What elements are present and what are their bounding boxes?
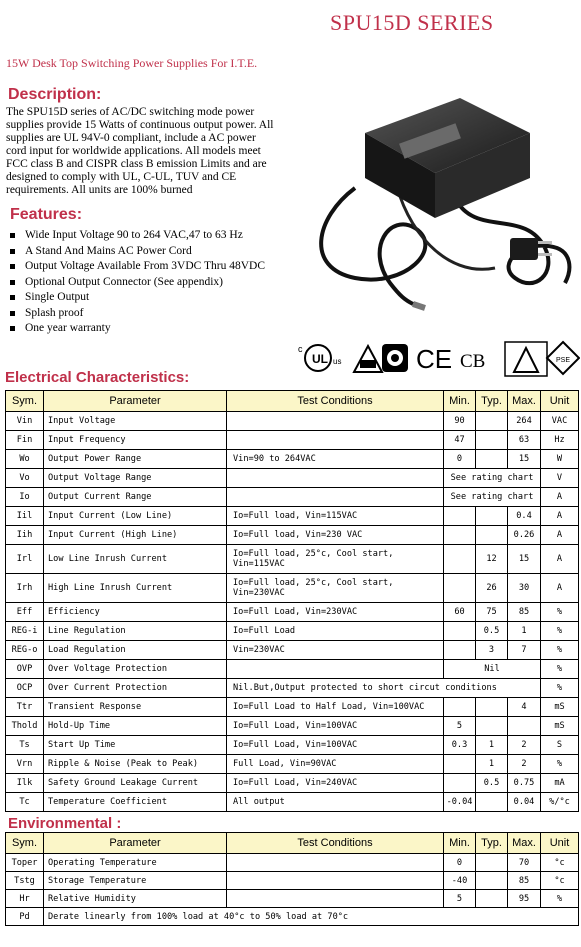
cell-range-note: See rating chart bbox=[444, 469, 541, 488]
svg-text:c: c bbox=[298, 344, 303, 354]
cell-max: 0.26 bbox=[508, 526, 541, 545]
cell-conditions: Io=Full Load, Vin=240VAC bbox=[227, 774, 444, 793]
cell-max: 0.4 bbox=[508, 507, 541, 526]
table-row bbox=[6, 890, 579, 908]
cell-unit: A bbox=[541, 488, 579, 507]
description-text: The SPU15D series of AC/DC switching mode power supplies provide 15 Watts of continuous output power. All supplies are UL 94V-0 compliant, include a AC power cord input for worldwide applications. All models meet FCC class B and CISPR class B emission Limits and are designed to comply with UL, C-UL, TUV and CE requirements. All units are 100% burned bbox=[6, 106, 274, 196]
cell-typ bbox=[476, 431, 508, 450]
cell-parameter: Output Voltage Range bbox=[44, 469, 227, 488]
feature-item: Output Voltage Available From 3VDC Thru 48VDC bbox=[10, 259, 265, 275]
cell-parameter: Hold-Up Time bbox=[44, 717, 227, 736]
header-sym: Sym. bbox=[6, 391, 44, 412]
table-header-row bbox=[6, 391, 579, 412]
cell-parameter: Over Voltage Protection bbox=[44, 660, 227, 679]
cell-parameter: Input Current (High Line) bbox=[44, 526, 227, 545]
cell-sym: OVP bbox=[6, 660, 44, 679]
cell-min bbox=[444, 545, 476, 574]
cell-max: 2 bbox=[508, 736, 541, 755]
cell-sym: Tstg bbox=[6, 872, 44, 890]
table-row bbox=[6, 698, 579, 717]
cell-max: 70 bbox=[508, 854, 541, 872]
cell-conditions: Io=Full Load to Half Load, Vin=100VAC bbox=[227, 698, 444, 717]
cell-unit: A bbox=[541, 574, 579, 603]
header-parameter: Parameter bbox=[44, 833, 227, 854]
cell-typ bbox=[476, 890, 508, 908]
header-min: Min. bbox=[444, 391, 476, 412]
cell-sym: Vo bbox=[6, 469, 44, 488]
cell-max bbox=[508, 717, 541, 736]
certification-logos bbox=[270, 338, 580, 378]
table-row bbox=[6, 469, 579, 488]
svg-text:UL: UL bbox=[312, 352, 328, 366]
cell-typ: 1 bbox=[476, 755, 508, 774]
cell-max: 0.75 bbox=[508, 774, 541, 793]
description-heading: Description: bbox=[8, 86, 102, 103]
cell-parameter: Over Current Protection bbox=[44, 679, 227, 698]
cell-min: 0.3 bbox=[444, 736, 476, 755]
cell-sym: Irl bbox=[6, 545, 44, 574]
cell-typ: 0.5 bbox=[476, 622, 508, 641]
cell-sym: REG-i bbox=[6, 622, 44, 641]
cell-max: 15 bbox=[508, 450, 541, 469]
environmental-heading: Environmental : bbox=[8, 815, 122, 832]
bullet-icon bbox=[10, 249, 15, 254]
cell-parameter: Output Power Range bbox=[44, 450, 227, 469]
feature-item: One year warranty bbox=[10, 321, 265, 337]
cell-min: 47 bbox=[444, 431, 476, 450]
electrical-table-body bbox=[6, 412, 579, 812]
cell-typ: 12 bbox=[476, 545, 508, 574]
cell-min: 90 bbox=[444, 412, 476, 431]
table-row bbox=[6, 774, 579, 793]
cell-conditions bbox=[227, 854, 444, 872]
cell-parameter: Relative Humidity bbox=[44, 890, 227, 908]
cell-typ: 3 bbox=[476, 641, 508, 660]
header-test-conditions: Test Conditions bbox=[227, 391, 444, 412]
cell-min bbox=[444, 574, 476, 603]
cell-unit: mS bbox=[541, 717, 579, 736]
cell-parameter: Start Up Time bbox=[44, 736, 227, 755]
header-parameter: Parameter bbox=[44, 391, 227, 412]
cell-conditions: Full Load, Vin=90VAC bbox=[227, 755, 444, 774]
cell-unit: %/°c bbox=[541, 793, 579, 812]
feature-item: Splash proof bbox=[10, 306, 265, 322]
cell-sym: Iih bbox=[6, 526, 44, 545]
environmental-table-body bbox=[6, 854, 579, 926]
cell-range-note: Nil bbox=[444, 660, 541, 679]
bullet-icon bbox=[10, 280, 15, 285]
cell-parameter: Low Line Inrush Current bbox=[44, 545, 227, 574]
cell-sym: Tc bbox=[6, 793, 44, 812]
cell-unit: % bbox=[541, 603, 579, 622]
table-row bbox=[6, 412, 579, 431]
cell-unit: % bbox=[541, 890, 579, 908]
bullet-icon bbox=[10, 311, 15, 316]
cell-parameter: Input Frequency bbox=[44, 431, 227, 450]
cell-unit: % bbox=[541, 641, 579, 660]
feature-item: A Stand And Mains AC Power Cord bbox=[10, 244, 265, 260]
table-row bbox=[6, 574, 579, 603]
cell-min bbox=[444, 507, 476, 526]
svg-text:CB: CB bbox=[460, 351, 486, 372]
cell-min: 5 bbox=[444, 717, 476, 736]
cell-min: 60 bbox=[444, 603, 476, 622]
cell-unit: S bbox=[541, 736, 579, 755]
cell-parameter: Storage Temperature bbox=[44, 872, 227, 890]
cell-min bbox=[444, 755, 476, 774]
cell-conditions: Io=Full Load, Vin=100VAC bbox=[227, 736, 444, 755]
feature-item: Optional Output Connector (See appendix) bbox=[10, 275, 265, 291]
cell-sym: Toper bbox=[6, 854, 44, 872]
cell-parameter: Safety Ground Leakage Current bbox=[44, 774, 227, 793]
cell-typ: 0.5 bbox=[476, 774, 508, 793]
cell-parameter: Ripple & Noise (Peak to Peak) bbox=[44, 755, 227, 774]
cell-sym: OCP bbox=[6, 679, 44, 698]
cell-sym: Irh bbox=[6, 574, 44, 603]
bullet-icon bbox=[10, 233, 15, 238]
cell-sym: Hr bbox=[6, 890, 44, 908]
cell-min bbox=[444, 622, 476, 641]
cell-typ bbox=[476, 717, 508, 736]
cell-max: 4 bbox=[508, 698, 541, 717]
table-row bbox=[6, 908, 579, 926]
table-row bbox=[6, 450, 579, 469]
cell-conditions: Io=Full Load, Vin=100VAC bbox=[227, 717, 444, 736]
cell-conditions bbox=[227, 412, 444, 431]
header-typ: Typ. bbox=[476, 391, 508, 412]
cell-min: -40 bbox=[444, 872, 476, 890]
cell-conditions bbox=[227, 431, 444, 450]
cell-parameter: Input Current (Low Line) bbox=[44, 507, 227, 526]
cell-note: Derate linearly from 100% load at 40°c to 50% load at 70°c bbox=[44, 908, 579, 926]
cell-parameter: Input Voltage bbox=[44, 412, 227, 431]
cell-sym: Iil bbox=[6, 507, 44, 526]
cell-parameter: High Line Inrush Current bbox=[44, 574, 227, 603]
bullet-icon bbox=[10, 295, 15, 300]
cell-conditions bbox=[227, 469, 444, 488]
features-heading: Features: bbox=[10, 206, 83, 223]
cell-unit: A bbox=[541, 507, 579, 526]
cell-parameter: Transient Response bbox=[44, 698, 227, 717]
svg-text:PSE: PSE bbox=[556, 357, 571, 364]
table-row bbox=[6, 854, 579, 872]
cell-min bbox=[444, 698, 476, 717]
table-row bbox=[6, 507, 579, 526]
cell-parameter: Load Regulation bbox=[44, 641, 227, 660]
cell-typ bbox=[476, 507, 508, 526]
table-row bbox=[6, 717, 579, 736]
header-unit: Unit bbox=[541, 833, 579, 854]
cell-conditions: Nil.But,Output protected to short circut conditions bbox=[227, 679, 541, 698]
cell-unit: °c bbox=[541, 854, 579, 872]
pse-diamond-icon bbox=[547, 342, 579, 374]
header-min: Min. bbox=[444, 833, 476, 854]
cell-min: 5 bbox=[444, 890, 476, 908]
cell-typ bbox=[476, 854, 508, 872]
cell-unit: Hz bbox=[541, 431, 579, 450]
cb-logo-icon bbox=[460, 351, 485, 372]
cell-conditions: Io=Full load, 25°c, Cool start, Vin=115VAC bbox=[227, 545, 444, 574]
svg-text:CE: CE bbox=[416, 344, 453, 374]
cell-sym: REG-o bbox=[6, 641, 44, 660]
cell-min bbox=[444, 641, 476, 660]
cell-unit: A bbox=[541, 526, 579, 545]
cell-unit: % bbox=[541, 755, 579, 774]
cell-max: 2 bbox=[508, 755, 541, 774]
table-row bbox=[6, 872, 579, 890]
table-row bbox=[6, 526, 579, 545]
header-max: Max. bbox=[508, 833, 541, 854]
table-row bbox=[6, 431, 579, 450]
header-max: Max. bbox=[508, 391, 541, 412]
cell-unit: VAC bbox=[541, 412, 579, 431]
table-row bbox=[6, 641, 579, 660]
cell-unit: % bbox=[541, 679, 579, 698]
cell-unit: W bbox=[541, 450, 579, 469]
table-row bbox=[6, 736, 579, 755]
cell-typ: 26 bbox=[476, 574, 508, 603]
cell-min: 0 bbox=[444, 450, 476, 469]
cell-typ bbox=[476, 412, 508, 431]
features-list bbox=[10, 228, 265, 337]
cell-conditions: Io=Full load, Vin=230 VAC bbox=[227, 526, 444, 545]
cell-sym: Thold bbox=[6, 717, 44, 736]
cell-sym: Fin bbox=[6, 431, 44, 450]
ce-logo-icon bbox=[416, 344, 452, 374]
cell-sym: Ilk bbox=[6, 774, 44, 793]
table-row bbox=[6, 755, 579, 774]
cell-typ: 1 bbox=[476, 736, 508, 755]
cell-typ bbox=[476, 698, 508, 717]
header-sym: Sym. bbox=[6, 833, 44, 854]
cell-sym: Ttr bbox=[6, 698, 44, 717]
table-row bbox=[6, 679, 579, 698]
environmental-table bbox=[5, 832, 579, 926]
header-unit: Unit bbox=[541, 391, 579, 412]
cell-conditions bbox=[227, 890, 444, 908]
cell-max: 264 bbox=[508, 412, 541, 431]
cell-min bbox=[444, 526, 476, 545]
table-row bbox=[6, 793, 579, 812]
cell-sym: Eff bbox=[6, 603, 44, 622]
cell-sym: Wo bbox=[6, 450, 44, 469]
table-row bbox=[6, 603, 579, 622]
cell-conditions: Io=Full load, Vin=115VAC bbox=[227, 507, 444, 526]
cell-conditions bbox=[227, 872, 444, 890]
cell-conditions: Vin=90 to 264VAC bbox=[227, 450, 444, 469]
cell-typ: 75 bbox=[476, 603, 508, 622]
cell-sym: Ts bbox=[6, 736, 44, 755]
cell-conditions bbox=[227, 488, 444, 507]
cell-typ bbox=[476, 526, 508, 545]
electrical-table bbox=[5, 390, 579, 812]
cell-parameter: Efficiency bbox=[44, 603, 227, 622]
cell-conditions: Io=Full Load bbox=[227, 622, 444, 641]
cell-max: 63 bbox=[508, 431, 541, 450]
feature-item: Single Output bbox=[10, 290, 265, 306]
cell-max: 85 bbox=[508, 603, 541, 622]
cell-min: -0.04 bbox=[444, 793, 476, 812]
cul-us-logo-icon bbox=[298, 344, 341, 371]
bullet-icon bbox=[10, 326, 15, 331]
table-header-row bbox=[6, 833, 579, 854]
cell-conditions: All output bbox=[227, 793, 444, 812]
cell-unit: % bbox=[541, 622, 579, 641]
header-test-conditions: Test Conditions bbox=[227, 833, 444, 854]
page-subtitle: 15W Desk Top Switching Power Supplies For I.T.E. bbox=[6, 56, 258, 70]
cell-max: 15 bbox=[508, 545, 541, 574]
table-row bbox=[6, 488, 579, 507]
cell-parameter: Operating Temperature bbox=[44, 854, 227, 872]
cell-conditions bbox=[227, 660, 444, 679]
pse-triangle-icon bbox=[505, 342, 547, 376]
cell-unit: V bbox=[541, 469, 579, 488]
svg-text:us: us bbox=[333, 357, 342, 366]
cell-min bbox=[444, 774, 476, 793]
tuv-logo-icon bbox=[354, 346, 382, 372]
safety-seal-icon bbox=[382, 344, 408, 372]
table-row bbox=[6, 622, 579, 641]
electrical-heading: Electrical Characteristics: bbox=[5, 369, 190, 386]
table-row bbox=[6, 660, 579, 679]
cell-unit: A bbox=[541, 545, 579, 574]
cell-sym: Vrn bbox=[6, 755, 44, 774]
cell-range-note: See rating chart bbox=[444, 488, 541, 507]
cell-sym: Vin bbox=[6, 412, 44, 431]
feature-item: Wide Input Voltage 90 to 264 VAC,47 to 63 Hz bbox=[10, 228, 265, 244]
cell-min: 0 bbox=[444, 854, 476, 872]
bullet-icon bbox=[10, 264, 15, 269]
cell-sym: Io bbox=[6, 488, 44, 507]
cell-max: 30 bbox=[508, 574, 541, 603]
power-adapter-image bbox=[295, 78, 580, 313]
cell-unit: % bbox=[541, 660, 579, 679]
cell-max: 0.04 bbox=[508, 793, 541, 812]
cell-conditions: Io=Full Load, Vin=230VAC bbox=[227, 603, 444, 622]
cell-parameter: Line Regulation bbox=[44, 622, 227, 641]
series-title: SPU15D SERIES bbox=[330, 10, 494, 35]
cell-parameter: Output Current Range bbox=[44, 488, 227, 507]
cell-typ bbox=[476, 450, 508, 469]
cell-max: 7 bbox=[508, 641, 541, 660]
cell-conditions: Io=Full load, 25°c, Cool start, Vin=230VAC bbox=[227, 574, 444, 603]
cell-unit: °c bbox=[541, 872, 579, 890]
cell-unit: mS bbox=[541, 698, 579, 717]
cell-typ bbox=[476, 793, 508, 812]
cell-max: 1 bbox=[508, 622, 541, 641]
cell-typ bbox=[476, 872, 508, 890]
cell-sym: Pd bbox=[6, 908, 44, 926]
cell-max: 85 bbox=[508, 872, 541, 890]
table-row bbox=[6, 545, 579, 574]
cell-conditions: Vin=230VAC bbox=[227, 641, 444, 660]
cell-unit: mA bbox=[541, 774, 579, 793]
cell-max: 95 bbox=[508, 890, 541, 908]
cell-parameter: Temperature Coefficient bbox=[44, 793, 227, 812]
header-typ: Typ. bbox=[476, 833, 508, 854]
